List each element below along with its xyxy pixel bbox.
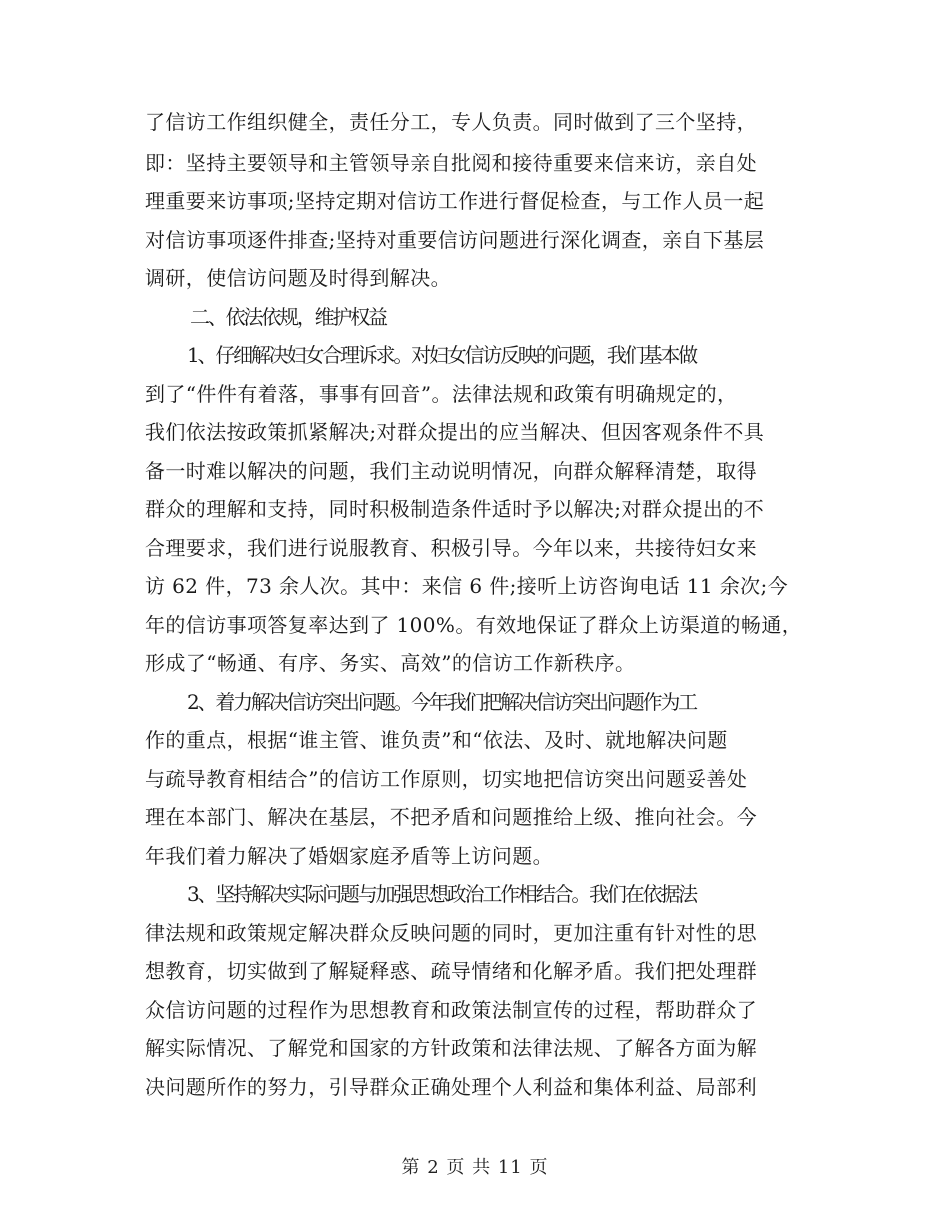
paragraph-line: 解实际情况、了解党和国家的方针政策和法律法规、了解各方面为解 (145, 1036, 757, 1060)
page-number-footer: 第 2 页 共 11 页 (401, 1157, 549, 1178)
paragraph-line: 合理要求，我们进行说服教育、积极引导。今年以来，共接待妇女来 (145, 536, 757, 560)
paragraph-line: 众信访问题的过程作为思想教育和政策法制宣传的过程，帮助群众了 (145, 998, 757, 1022)
paragraph-line: 调研，使信访问题及时得到解决。 (145, 266, 451, 290)
paragraph-line: 理在本部门、解决在基层，不把矛盾和问题推给上级、推向社会。今 (145, 805, 757, 829)
paragraph-line: 2、着力解决信访突出问题。今年我们把解决信访突出问题作为工 (187, 690, 696, 714)
paragraph-line: 了信访工作组织健全，责任分工，专人负责。同时做到了三个坚持， (145, 110, 757, 134)
paragraph-line: 形成了“畅通、有序、务实、高效”的信访工作新秩序。 (145, 651, 636, 675)
paragraph-line: 3、坚持解决实际问题与加强思想政治工作相结合。我们在依据法 (187, 882, 696, 906)
paragraph-line: 想教育，切实做到了解疑释惑、疏导情绪和化解矛盾。我们把处理群 (145, 959, 757, 983)
paragraph-line: 年我们着力解决了婚姻家庭矛盾等上访问题。 (145, 844, 553, 868)
paragraph-line: 与疏导教育相结合”的信访工作原则，切实地把信访突出问题妥善处 (145, 767, 748, 791)
paragraph-line: 我们依法按政策抓紧解决;对群众提出的应当解决、但因客观条件不具 (145, 420, 765, 444)
section-heading: 二、依法依规，维护权益 (190, 305, 386, 329)
paragraph-line: 备一时难以解决的问题，我们主动说明情况，向群众解释清楚，取得 (145, 459, 757, 483)
paragraph-line: 律法规和政策规定解决群众反映问题的同时，更加注重有针对性的思 (145, 921, 757, 945)
paragraph-line: 到了“件件有着落，事事有回音”。法律法规和政策有明确规定的， (145, 382, 738, 406)
paragraph-line: 对信访事项逐件排查;坚持对重要信访问题进行深化调查，亲自下基层 (145, 228, 765, 252)
paragraph-line: 访 62 件，73 余人次。其中：来信 6 件;接听上访咨询电话 11 余次;今 (145, 574, 789, 598)
paragraph-line: 群众的理解和支持，同时积极制造条件适时予以解决;对群众提出的不 (145, 497, 765, 521)
paragraph-line: 年的信访事项答复率达到了 100%。有效地保证了群众上访渠道的畅通， (145, 613, 803, 637)
paragraph-line: 即：坚持主要领导和主管领导亲自批阅和接待重要来信来访，亲自处 (145, 151, 757, 175)
paragraph-line: 作的重点，根据“谁主管、谁负责”和“依法、及时、就地解决问题 (145, 728, 728, 752)
paragraph-line: 1、仔细解决妇女合理诉求。对妇女信访反映的问题，我们基本做 (187, 343, 696, 367)
paragraph-line: 决问题所作的努力，引导群众正确处理个人利益和集体利益、局部利 (145, 1075, 757, 1099)
paragraph-line: 理重要来访事项;坚持定期对信访工作进行督促检查，与工作人员一起 (145, 189, 765, 213)
